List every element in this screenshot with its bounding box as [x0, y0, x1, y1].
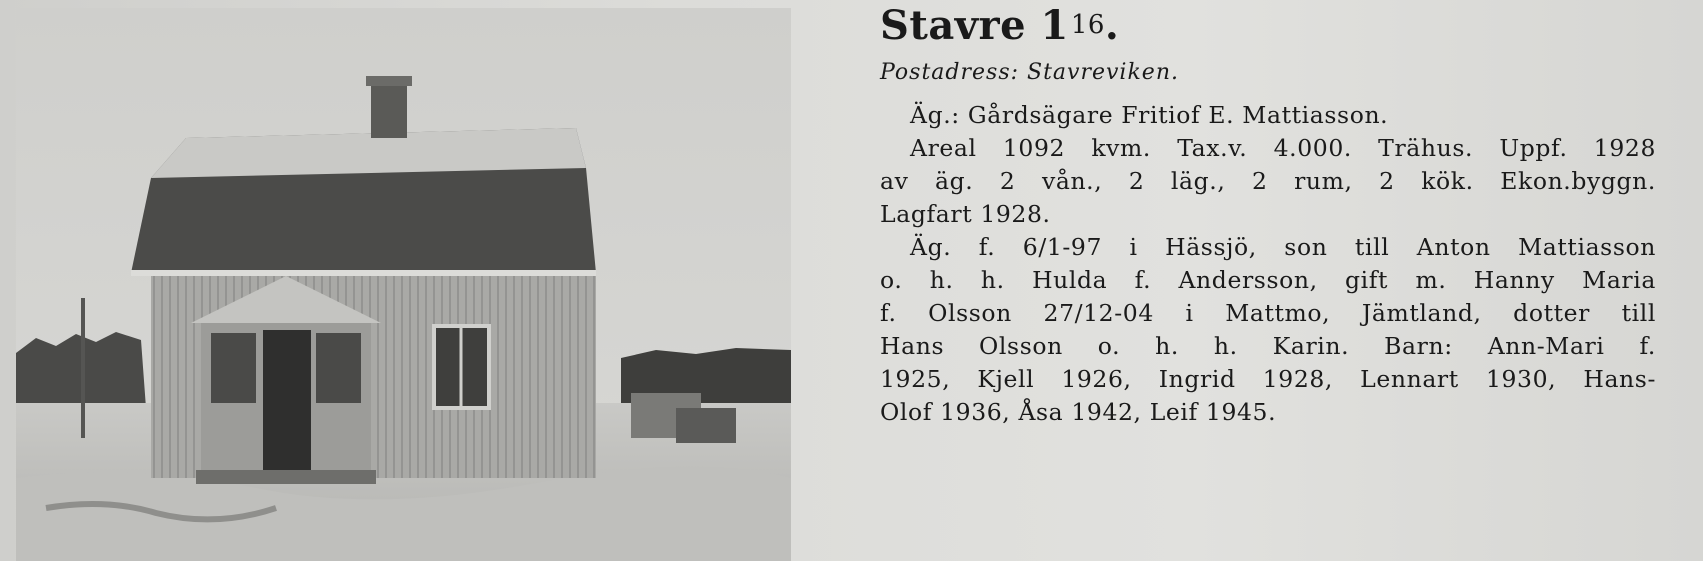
house-photo [16, 8, 791, 561]
body-line: Äg. f. 6/1-97 i Hässjö, son till Anton Mattiasson [910, 233, 1656, 261]
body-line: f. Olsson 27/12-04 i Mattmo, Jämtland, dotter till [880, 299, 1656, 327]
body-line: 1925, Kjell 1926, Ingrid 1928, Lennart 1930, Hans- [880, 365, 1656, 393]
body-line: o. h. h. Hulda f. Andersson, gift m. Hanny Maria [880, 266, 1656, 294]
body-line: Lagfart 1928. [880, 200, 1051, 228]
property-title [880, 2, 1119, 49]
house-illustration [16, 8, 791, 561]
body-line: Hans Olsson o. h. h. Karin. Barn: Ann-Mari f. [880, 332, 1656, 360]
title-superscript: 16 [1070, 10, 1105, 40]
owner-line: Äg.: Gårdsägare Fritiof E. Mattiasson. [910, 101, 1389, 129]
body-line: av äg. 2 vån., 2 läg., 2 rum, 2 kök. Ekon.byggn. [880, 167, 1656, 195]
body-line: Olof 1936, Åsa 1942, Leif 1945. [880, 398, 1277, 426]
title-main: Stavre 1 [880, 2, 1069, 49]
title-period: . [1104, 2, 1120, 49]
body-line: Areal 1092 kvm. Tax.v. 4.000. Trähus. Uppf. 1928 [910, 134, 1656, 162]
postal-address: Postadress: Stavreviken. [880, 60, 1179, 85]
